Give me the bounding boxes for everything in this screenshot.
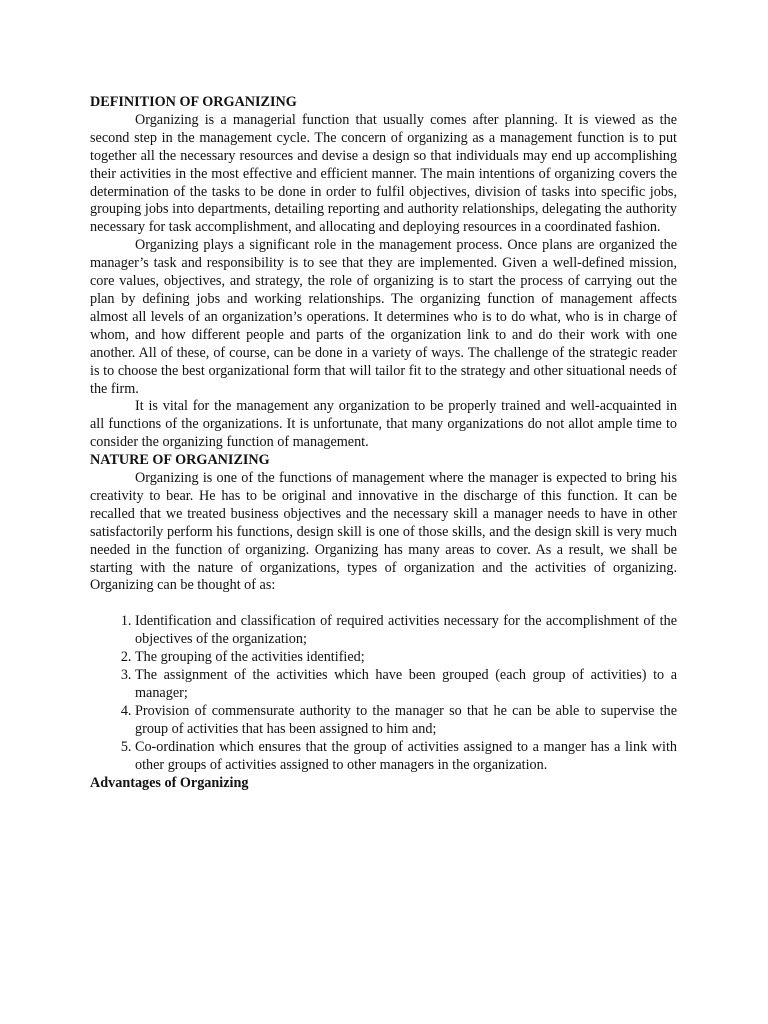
definition-paragraph-1: Organizing is a managerial function that usually comes after planning. It is viewed as the second step in the management cycle. The concern of organizing as a management function is to put together all the necessary resources and devise a design so that individuals may end up accomplishing their activities in the most effective and efficient manner. The main intentions of organizing covers the determination of the tasks to be done in order to fulfil objectives, division of tasks into specific jobs, grouping jobs into departments, detailing reporting and authority relationships, delegating the authority necessary for task accomplishment, and allocating and deploying resources in a coordinated fashion. bbox=[90, 111, 677, 236]
advantages-heading: Advantages of Organizing bbox=[90, 774, 249, 791]
definition-paragraph-2: Organizing plays a significant role in the management process. Once plans are organized the manager’s task and responsibility is to see that they are implemented. Given a well-defined mission, core values, objectives, and strategy, the role of organizing is to start the process of carrying out the plan by defining jobs and working relationships. The organizing function of management affects almost all levels of an organization’s operations. It determines who is to do what, who is in charge of whom, and how different people and parts of the organization link to and do their work with one another. All of these, of course, can be done in a variety of ways. The challenge of the strategic reader is to choose the best organizational form that will tailor fit to the strategy and other situational needs of the firm. bbox=[90, 237, 677, 397]
document-page bbox=[90, 94, 677, 792]
nature-heading: NATURE OF ORGANIZING bbox=[90, 452, 270, 469]
definition-heading: DEFINITION OF ORGANIZING bbox=[90, 94, 297, 110]
definition-paragraph-3: It is vital for the management any organization to be properly trained and well-acquainted in all functions of the organizations. It is unfortunate, that many organizations do not allot ample time to consider the organizing function of management. bbox=[90, 398, 677, 451]
list-item: 5. Co-ordination which ensures that the group of activities assigned to a manger has a link with other groups of activities assigned to other managers in the organization. bbox=[135, 739, 677, 775]
list-item: 3. The assignment of the activities which have been grouped (each group of activities) to a manager; bbox=[135, 667, 677, 703]
nature-paragraph: Organizing is one of the functions of management where the manager is expected to bring his creativity to bear. He has to be original and innovative in the discharge of this function. It can be recalled that we treated business objectives and the necessary skill a manager needs to have in other satisfactorily perform his functions, design skill is one of those skills, and the design skill is very much needed in the function of organizing. Organizing has many areas to cover. As a result, we shall be starting with the nature of organizations, types of organization and the activities of organizing. Organizing can be thought of as: bbox=[90, 470, 677, 594]
list-item: 2. The grouping of the activities identified; bbox=[135, 649, 677, 667]
list-item: 1. Identification and classification of required activities necessary for the accomplishment of the objectives of the organization; bbox=[135, 613, 677, 649]
list-item: 4. Provision of commensurate authority to the manager so that he can be able to supervise the group of activities that has been assigned to him and; bbox=[135, 703, 677, 739]
organizing-activities-list bbox=[90, 613, 677, 774]
